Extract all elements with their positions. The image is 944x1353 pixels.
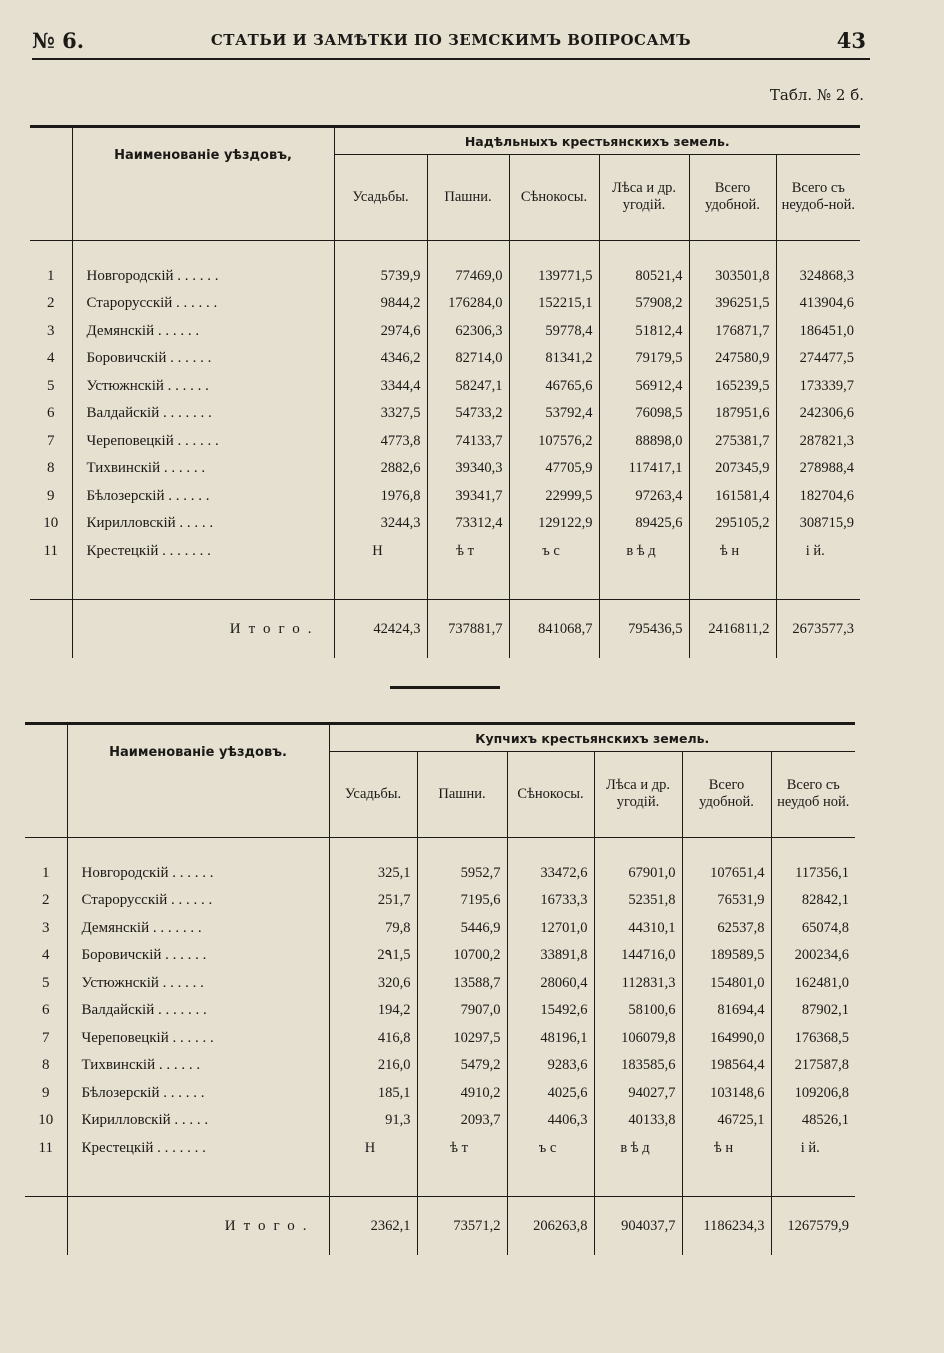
value-cell: ѣ н [689, 538, 776, 566]
value-cell: 40133,8 [594, 1107, 682, 1135]
value-cell: 58247,1 [427, 373, 509, 401]
value-cell: 47705,9 [509, 455, 599, 483]
value-cell: 9283,6 [507, 1052, 594, 1080]
col-header-total-with-unusable: Всего съ неудоб ной. [771, 752, 855, 837]
value-cell: 62537,8 [682, 915, 771, 943]
value-cell: 12701,0 [507, 915, 594, 943]
value-cell: ѣ т [417, 1135, 507, 1163]
value-cell: 88898,0 [599, 428, 689, 456]
value-cell: ѣ н [682, 1135, 771, 1163]
value-cell: 139771,5 [509, 263, 599, 291]
table-row [25, 1135, 855, 1163]
value-cell: 56912,4 [599, 373, 689, 401]
district-name: Старорусскій . . . . . . [72, 290, 334, 318]
value-cell: 217587,8 [771, 1052, 855, 1080]
col-header-arable: Пашни. [417, 752, 507, 837]
value-cell: 48526,1 [771, 1107, 855, 1135]
running-title: СТАТЬИ И ЗАМѢТКИ ПО ЗЕМСКИМЪ ВОПРОСАМЪ [210, 31, 692, 49]
table-row [30, 345, 860, 373]
total-cell: 1186234,3 [682, 1197, 771, 1256]
issue-number: № 6. [32, 28, 85, 53]
value-cell: 112831,3 [594, 970, 682, 998]
value-cell: 107651,4 [682, 860, 771, 888]
table-row [30, 428, 860, 456]
district-name: Устюжнскій . . . . . . [67, 970, 329, 998]
value-cell: 4406,3 [507, 1107, 594, 1135]
district-name: Крестецкій . . . . . . . [72, 538, 334, 566]
value-cell: 325,1 [329, 860, 417, 888]
col-header-forests: Лѣса и др. угодій. [594, 752, 682, 837]
row-index: 6 [47, 405, 55, 422]
table-row [25, 1025, 855, 1053]
value-cell: 1976,8 [334, 483, 427, 511]
value-cell: ъ с [507, 1135, 594, 1163]
value-cell: 51812,4 [599, 318, 689, 346]
district-name: Крестецкій . . . . . . . [67, 1135, 329, 1163]
value-cell: 2882,6 [334, 455, 427, 483]
value-cell: 144716,0 [594, 942, 682, 970]
value-cell: 161581,4 [689, 483, 776, 511]
value-cell: 103148,6 [682, 1080, 771, 1108]
value-cell: 176871,7 [689, 318, 776, 346]
group-header: Купчихъ крестьянскихъ земель. [329, 724, 855, 752]
col-header-total-usable: Всего удобной. [682, 752, 771, 837]
district-name-header: Наименованіе уѣздовъ, [72, 127, 334, 240]
table-row [25, 942, 855, 970]
total-row [30, 600, 860, 659]
total-cell: 1267579,9 [771, 1197, 855, 1256]
col-header-homesteads: Усадьбы. [329, 752, 417, 837]
value-cell: 58100,6 [594, 997, 682, 1025]
value-cell: 247580,9 [689, 345, 776, 373]
total-cell: 795436,5 [599, 600, 689, 659]
value-cell: 81341,2 [509, 345, 599, 373]
index-header [30, 127, 72, 240]
value-cell: 107576,2 [509, 428, 599, 456]
value-cell: 4025,6 [507, 1080, 594, 1108]
value-cell: в ѣ д [594, 1135, 682, 1163]
table-row [30, 538, 860, 566]
district-name: Тихвинскій . . . . . . [67, 1052, 329, 1080]
value-cell: 287821,3 [776, 428, 860, 456]
row-index: 11 [38, 1139, 53, 1156]
table-row [30, 483, 860, 511]
value-cell: 46765,6 [509, 373, 599, 401]
row-index: 9 [47, 487, 55, 504]
table-purchased-lands [25, 722, 855, 1255]
district-name: Боровичскій . . . . . . [67, 942, 329, 970]
table-body [30, 263, 860, 566]
value-cell: 303501,8 [689, 263, 776, 291]
row-index: 2 [47, 295, 55, 312]
value-cell: 13588,7 [417, 970, 507, 998]
value-cell: 216,0 [329, 1052, 417, 1080]
row-index: 4 [42, 947, 50, 964]
group-header: Надѣльныхъ крестьянскихъ земель. [334, 127, 860, 155]
row-index: 7 [42, 1029, 50, 1046]
value-cell: 164990,0 [682, 1025, 771, 1053]
value-cell: 183585,6 [594, 1052, 682, 1080]
value-cell: Н [334, 538, 427, 566]
district-name: Бѣлозерскій . . . . . . [72, 483, 334, 511]
row-index: 8 [42, 1057, 50, 1074]
district-name: Череповецкій . . . . . . [72, 428, 334, 456]
value-cell: 117356,1 [771, 860, 855, 888]
table-row [30, 510, 860, 538]
value-cell: 9844,2 [334, 290, 427, 318]
value-cell: 176368,5 [771, 1025, 855, 1053]
table-row [25, 1107, 855, 1135]
value-cell: 5739,9 [334, 263, 427, 291]
value-cell: 162481,0 [771, 970, 855, 998]
value-cell: 185,1 [329, 1080, 417, 1108]
value-cell: ѣ т [427, 538, 509, 566]
value-cell: 62306,3 [427, 318, 509, 346]
value-cell: 82842,1 [771, 887, 855, 915]
value-cell: ъ с [509, 538, 599, 566]
running-header [32, 28, 870, 60]
value-cell: 65074,8 [771, 915, 855, 943]
value-cell: 10297,5 [417, 1025, 507, 1053]
value-cell: 7907,0 [417, 997, 507, 1025]
value-cell: 33472,6 [507, 860, 594, 888]
row-index: 11 [43, 542, 58, 559]
total-cell: 2416811,2 [689, 600, 776, 659]
value-cell: 2٩1,5 [329, 942, 417, 970]
value-cell: 5446,9 [417, 915, 507, 943]
value-cell: 79,8 [329, 915, 417, 943]
value-cell: 39340,3 [427, 455, 509, 483]
table-row [30, 455, 860, 483]
value-cell: 416,8 [329, 1025, 417, 1053]
value-cell: і й. [771, 1135, 855, 1163]
value-cell: 22999,5 [509, 483, 599, 511]
value-cell: 48196,1 [507, 1025, 594, 1053]
row-index: 10 [43, 515, 59, 532]
value-cell: 117417,1 [599, 455, 689, 483]
district-name-header: Наименованіе уѣздовъ. [67, 724, 329, 837]
value-cell: 82714,0 [427, 345, 509, 373]
value-cell: 77469,0 [427, 263, 509, 291]
value-cell: 200234,6 [771, 942, 855, 970]
section-divider [390, 686, 500, 689]
value-cell: 274477,5 [776, 345, 860, 373]
table-row [30, 318, 860, 346]
value-cell: 4910,2 [417, 1080, 507, 1108]
value-cell: 187951,6 [689, 400, 776, 428]
value-cell: 67901,0 [594, 860, 682, 888]
value-cell: 129122,9 [509, 510, 599, 538]
district-name: Кирилловскій . . . . . [72, 510, 334, 538]
value-cell: 76098,5 [599, 400, 689, 428]
value-cell: 182704,6 [776, 483, 860, 511]
total-label: Итого. [67, 1197, 329, 1256]
value-cell: 3244,3 [334, 510, 427, 538]
value-cell: 3327,5 [334, 400, 427, 428]
value-cell: 4346,2 [334, 345, 427, 373]
value-cell: в ѣ д [599, 538, 689, 566]
row-index: 2 [42, 892, 50, 909]
district-name: Тихвинскій . . . . . . [72, 455, 334, 483]
total-cell: 42424,3 [334, 600, 427, 659]
value-cell: 278988,4 [776, 455, 860, 483]
district-name: Устюжнскій . . . . . . [72, 373, 334, 401]
value-cell: 52351,8 [594, 887, 682, 915]
value-cell: 7195,6 [417, 887, 507, 915]
value-cell: 80521,4 [599, 263, 689, 291]
total-cell: 841068,7 [509, 600, 599, 659]
value-cell: 194,2 [329, 997, 417, 1025]
value-cell: 46725,1 [682, 1107, 771, 1135]
district-name: Валдайскій . . . . . . . [67, 997, 329, 1025]
table-row [25, 860, 855, 888]
row-index: 8 [47, 460, 55, 477]
value-cell: 152215,1 [509, 290, 599, 318]
table-row [25, 1052, 855, 1080]
value-cell: 15492,6 [507, 997, 594, 1025]
value-cell: 39341,7 [427, 483, 509, 511]
value-cell: 207345,9 [689, 455, 776, 483]
value-cell: 33891,8 [507, 942, 594, 970]
value-cell: 324868,3 [776, 263, 860, 291]
col-header-hayfields: Сѣнокосы. [507, 752, 594, 837]
value-cell: 57908,2 [599, 290, 689, 318]
value-cell: 198564,4 [682, 1052, 771, 1080]
value-cell: 3344,4 [334, 373, 427, 401]
value-cell: 53792,4 [509, 400, 599, 428]
total-cell: 206263,8 [507, 1197, 594, 1256]
value-cell: 94027,7 [594, 1080, 682, 1108]
district-name: Демянскій . . . . . . . [67, 915, 329, 943]
table-body [25, 860, 855, 1163]
row-index: 1 [42, 864, 50, 881]
value-cell: 275381,7 [689, 428, 776, 456]
value-cell: 79179,5 [599, 345, 689, 373]
district-name: Старорусскій . . . . . . [67, 887, 329, 915]
value-cell: 76531,9 [682, 887, 771, 915]
table-row [25, 997, 855, 1025]
total-cell: 904037,7 [594, 1197, 682, 1256]
value-cell: 2093,7 [417, 1107, 507, 1135]
index-header [25, 724, 67, 837]
value-cell: 5479,2 [417, 1052, 507, 1080]
row-index: 4 [47, 350, 55, 367]
value-cell: 4773,8 [334, 428, 427, 456]
row-index: 6 [42, 1002, 50, 1019]
value-cell: 89425,6 [599, 510, 689, 538]
value-cell: 173339,7 [776, 373, 860, 401]
value-cell: 10700,2 [417, 942, 507, 970]
value-cell: 81694,4 [682, 997, 771, 1025]
value-cell: 396251,5 [689, 290, 776, 318]
page-number: 43 [836, 28, 866, 53]
table-allotment-lands [30, 125, 860, 658]
value-cell: 91,3 [329, 1107, 417, 1135]
col-header-arable: Пашни. [427, 155, 509, 240]
table-row [30, 290, 860, 318]
row-index: 5 [42, 974, 50, 991]
value-cell: 59778,4 [509, 318, 599, 346]
district-name: Кирилловскій . . . . . [67, 1107, 329, 1135]
row-index: 1 [47, 267, 55, 284]
table-row [25, 970, 855, 998]
value-cell: 74133,7 [427, 428, 509, 456]
value-cell: 5952,7 [417, 860, 507, 888]
district-name: Бѣлозерскій . . . . . . [67, 1080, 329, 1108]
total-row [25, 1197, 855, 1256]
value-cell: 251,7 [329, 887, 417, 915]
value-cell: 295105,2 [689, 510, 776, 538]
value-cell: і й. [776, 538, 860, 566]
value-cell: 165239,5 [689, 373, 776, 401]
table-row [25, 1080, 855, 1108]
total-cell: 73571,2 [417, 1197, 507, 1256]
district-name: Новгородскій . . . . . . [72, 263, 334, 291]
value-cell: 28060,4 [507, 970, 594, 998]
table-row [25, 915, 855, 943]
district-name: Боровичскій . . . . . . [72, 345, 334, 373]
table-row [30, 373, 860, 401]
row-index: 7 [47, 432, 55, 449]
value-cell: 73312,4 [427, 510, 509, 538]
col-header-total-usable: Всего удобной. [689, 155, 776, 240]
value-cell: 413904,6 [776, 290, 860, 318]
value-cell: 97263,4 [599, 483, 689, 511]
col-header-forests: Лѣса и др. угодій. [599, 155, 689, 240]
value-cell: 186451,0 [776, 318, 860, 346]
col-header-homesteads: Усадьбы. [334, 155, 427, 240]
value-cell: 308715,9 [776, 510, 860, 538]
district-name: Валдайскій . . . . . . . [72, 400, 334, 428]
district-name: Череповецкій . . . . . . [67, 1025, 329, 1053]
value-cell: 176284,0 [427, 290, 509, 318]
total-cell: 2362,1 [329, 1197, 417, 1256]
table-row [30, 400, 860, 428]
table-label: Табл. № 2 б. [769, 86, 864, 104]
table-row [25, 887, 855, 915]
row-index: 3 [42, 919, 50, 936]
value-cell: 154801,0 [682, 970, 771, 998]
row-index: 10 [38, 1112, 54, 1129]
value-cell: 54733,2 [427, 400, 509, 428]
district-name: Демянскій . . . . . . [72, 318, 334, 346]
value-cell: 2974,6 [334, 318, 427, 346]
table-row [30, 263, 860, 291]
row-index: 9 [42, 1084, 50, 1101]
total-cell: 2673577,3 [776, 600, 860, 659]
value-cell: 16733,3 [507, 887, 594, 915]
value-cell: 106079,8 [594, 1025, 682, 1053]
col-header-hayfields: Сѣнокосы. [509, 155, 599, 240]
total-cell: 737881,7 [427, 600, 509, 659]
value-cell: 44310,1 [594, 915, 682, 943]
value-cell: 242306,6 [776, 400, 860, 428]
value-cell: 87902,1 [771, 997, 855, 1025]
row-index: 5 [47, 377, 55, 394]
total-label: Итого. [72, 600, 334, 659]
value-cell: 189589,5 [682, 942, 771, 970]
col-header-total-with-unusable: Всего съ неудоб-ной. [776, 155, 860, 240]
value-cell: 109206,8 [771, 1080, 855, 1108]
value-cell: Н [329, 1135, 417, 1163]
value-cell: 320,6 [329, 970, 417, 998]
row-index: 3 [47, 322, 55, 339]
district-name: Новгородскій . . . . . . [67, 860, 329, 888]
